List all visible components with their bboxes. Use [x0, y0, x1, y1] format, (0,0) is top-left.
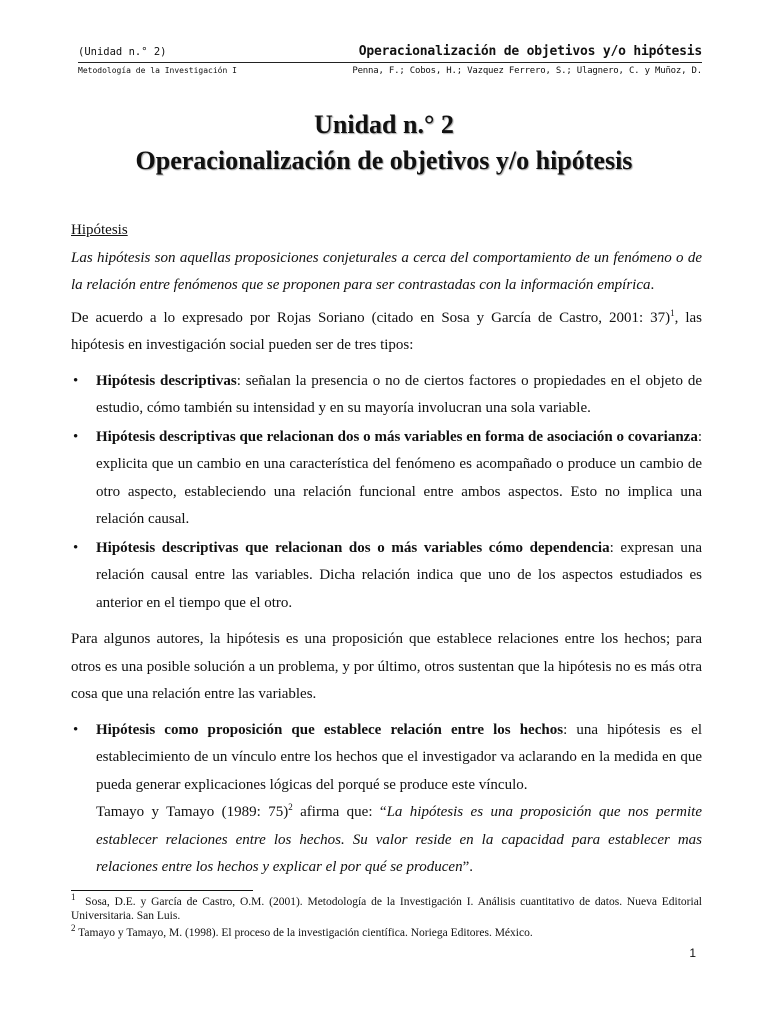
- bullet-icon: •: [73, 428, 79, 445]
- list-item-text: : expresan una relación causal entre las variables. Dicha relación indica que uno de los aspectos estudiados es anterior en el tiempo que el otro.: [96, 539, 702, 611]
- section-heading: Hipótesis: [71, 222, 128, 238]
- unit-subtitle: Operacionalización de objetivos y/o hipótesis: [135, 146, 633, 175]
- footnote-2: [71, 923, 702, 940]
- quote-lead: afirma que: “: [292, 804, 387, 820]
- header-authors: Penna, F.; Cobos, H.; Vazquez Ferrero, S.; Ulagnero, C. y Muñoz, D.: [352, 66, 702, 76]
- hypothesis-relation-list: [71, 717, 702, 882]
- header-course: Metodología de la Investigación I: [78, 66, 237, 75]
- list-item-text: : señalan la presencia o no de ciertos factores o propiedades en el objeto de estudio, cómo también su intensidad y en su mayoría involucran una sola variable.: [96, 372, 702, 416]
- quote-intro: Tamayo y Tamayo (1989: 75): [96, 804, 289, 820]
- definition-end: .: [650, 277, 655, 293]
- intro-text-end: , las hipótesis en investigación social pueden ser de tres tipos:: [71, 309, 702, 353]
- bullet-icon: •: [73, 539, 79, 556]
- footnote-number: 2: [71, 923, 76, 934]
- running-header: [78, 44, 702, 63]
- paragraph-authors: Para algunos autores, la hipótesis es una proposición que establece relaciones entre los hechos; para otros es una posible solución a un problema, y por último, otros sustentan que la hipótesis no es más otra cosa que una relación entre las variables.: [71, 631, 702, 702]
- intro-paragraph: [71, 305, 702, 360]
- footnote-ref-1: 1: [670, 307, 675, 318]
- list-item-term: Hipótesis descriptivas: [96, 372, 237, 389]
- list-item-text: : una hipótesis es el establecimiento de un vínculo entre los hechos que el investigador va aclarando en la medida en que pueda generar explicaciones lógicas del porqué se produce este vínculo.: [96, 721, 702, 793]
- footnote-text: Tamayo y Tamayo, M. (1998). El proceso de la investigación científica. Noriega Editores. México.: [78, 927, 533, 939]
- list-item-text: : explicita que un cambio en una característica del fenómeno es acompañado o produce un cambio de otro aspecto, estableciendo una relación funcional entre ambos aspectos. Esto no implica una relación causal.: [96, 428, 702, 527]
- definition-paragraph: [71, 245, 702, 300]
- unit-title: Unidad n.° 2: [314, 110, 454, 139]
- footnote-separator: [71, 890, 253, 891]
- definition-text: Las hipótesis son aquellas proposiciones conjeturales a cerca del comportamiento de un fenómeno o de la relación entre fenómenos que se proponen para ser contrastadas con la información empírica: [71, 249, 702, 293]
- bullet-icon: •: [73, 721, 79, 738]
- intro-text: De acuerdo a lo expresado por Rojas Soriano (citado en Sosa y García de Castro, 2001: 37): [71, 309, 671, 326]
- list-item-term: Hipótesis descriptivas que relacionan dos o más variables cómo dependencia: [96, 539, 610, 556]
- footnote-number: 1: [71, 892, 76, 903]
- page-number: 1: [689, 946, 696, 960]
- list-item: [71, 424, 702, 534]
- footnote-ref-2: 2: [288, 802, 293, 812]
- header-unit-label: (Unidad n.° 2): [78, 46, 167, 58]
- list-item-term: Hipótesis como proposición que establece relación entre los hechos: [96, 721, 564, 738]
- quote-end: ”.: [462, 859, 473, 875]
- footnote-text: Sosa, D.E. y García de Castro, O.M. (2001). Metodología de la Investigación I. Análisis cuantitativo de datos. Nueva Editorial Universitaria. San Luis.: [71, 896, 703, 922]
- list-item: [71, 535, 702, 618]
- list-item: [71, 717, 702, 882]
- quote-text: La hipótesis es una proposición que nos permite establecer relaciones entre los hechos. Su valor reside en la capacidad para establecer mas relaciones entre los hechos y explicar el por qué se producen: [96, 804, 702, 875]
- list-item-term: Hipótesis descriptivas que relacionan dos o más variables en forma de asociación o covarianza: [96, 428, 698, 445]
- bullet-icon: •: [73, 372, 79, 389]
- hypothesis-types-list: [71, 368, 702, 618]
- main-text: [71, 217, 702, 882]
- header-title: Operacionalización de objetivos y/o hipótesis: [358, 44, 702, 59]
- list-item: [71, 368, 702, 423]
- footnote-1: [71, 892, 703, 923]
- running-subheader: [78, 66, 702, 80]
